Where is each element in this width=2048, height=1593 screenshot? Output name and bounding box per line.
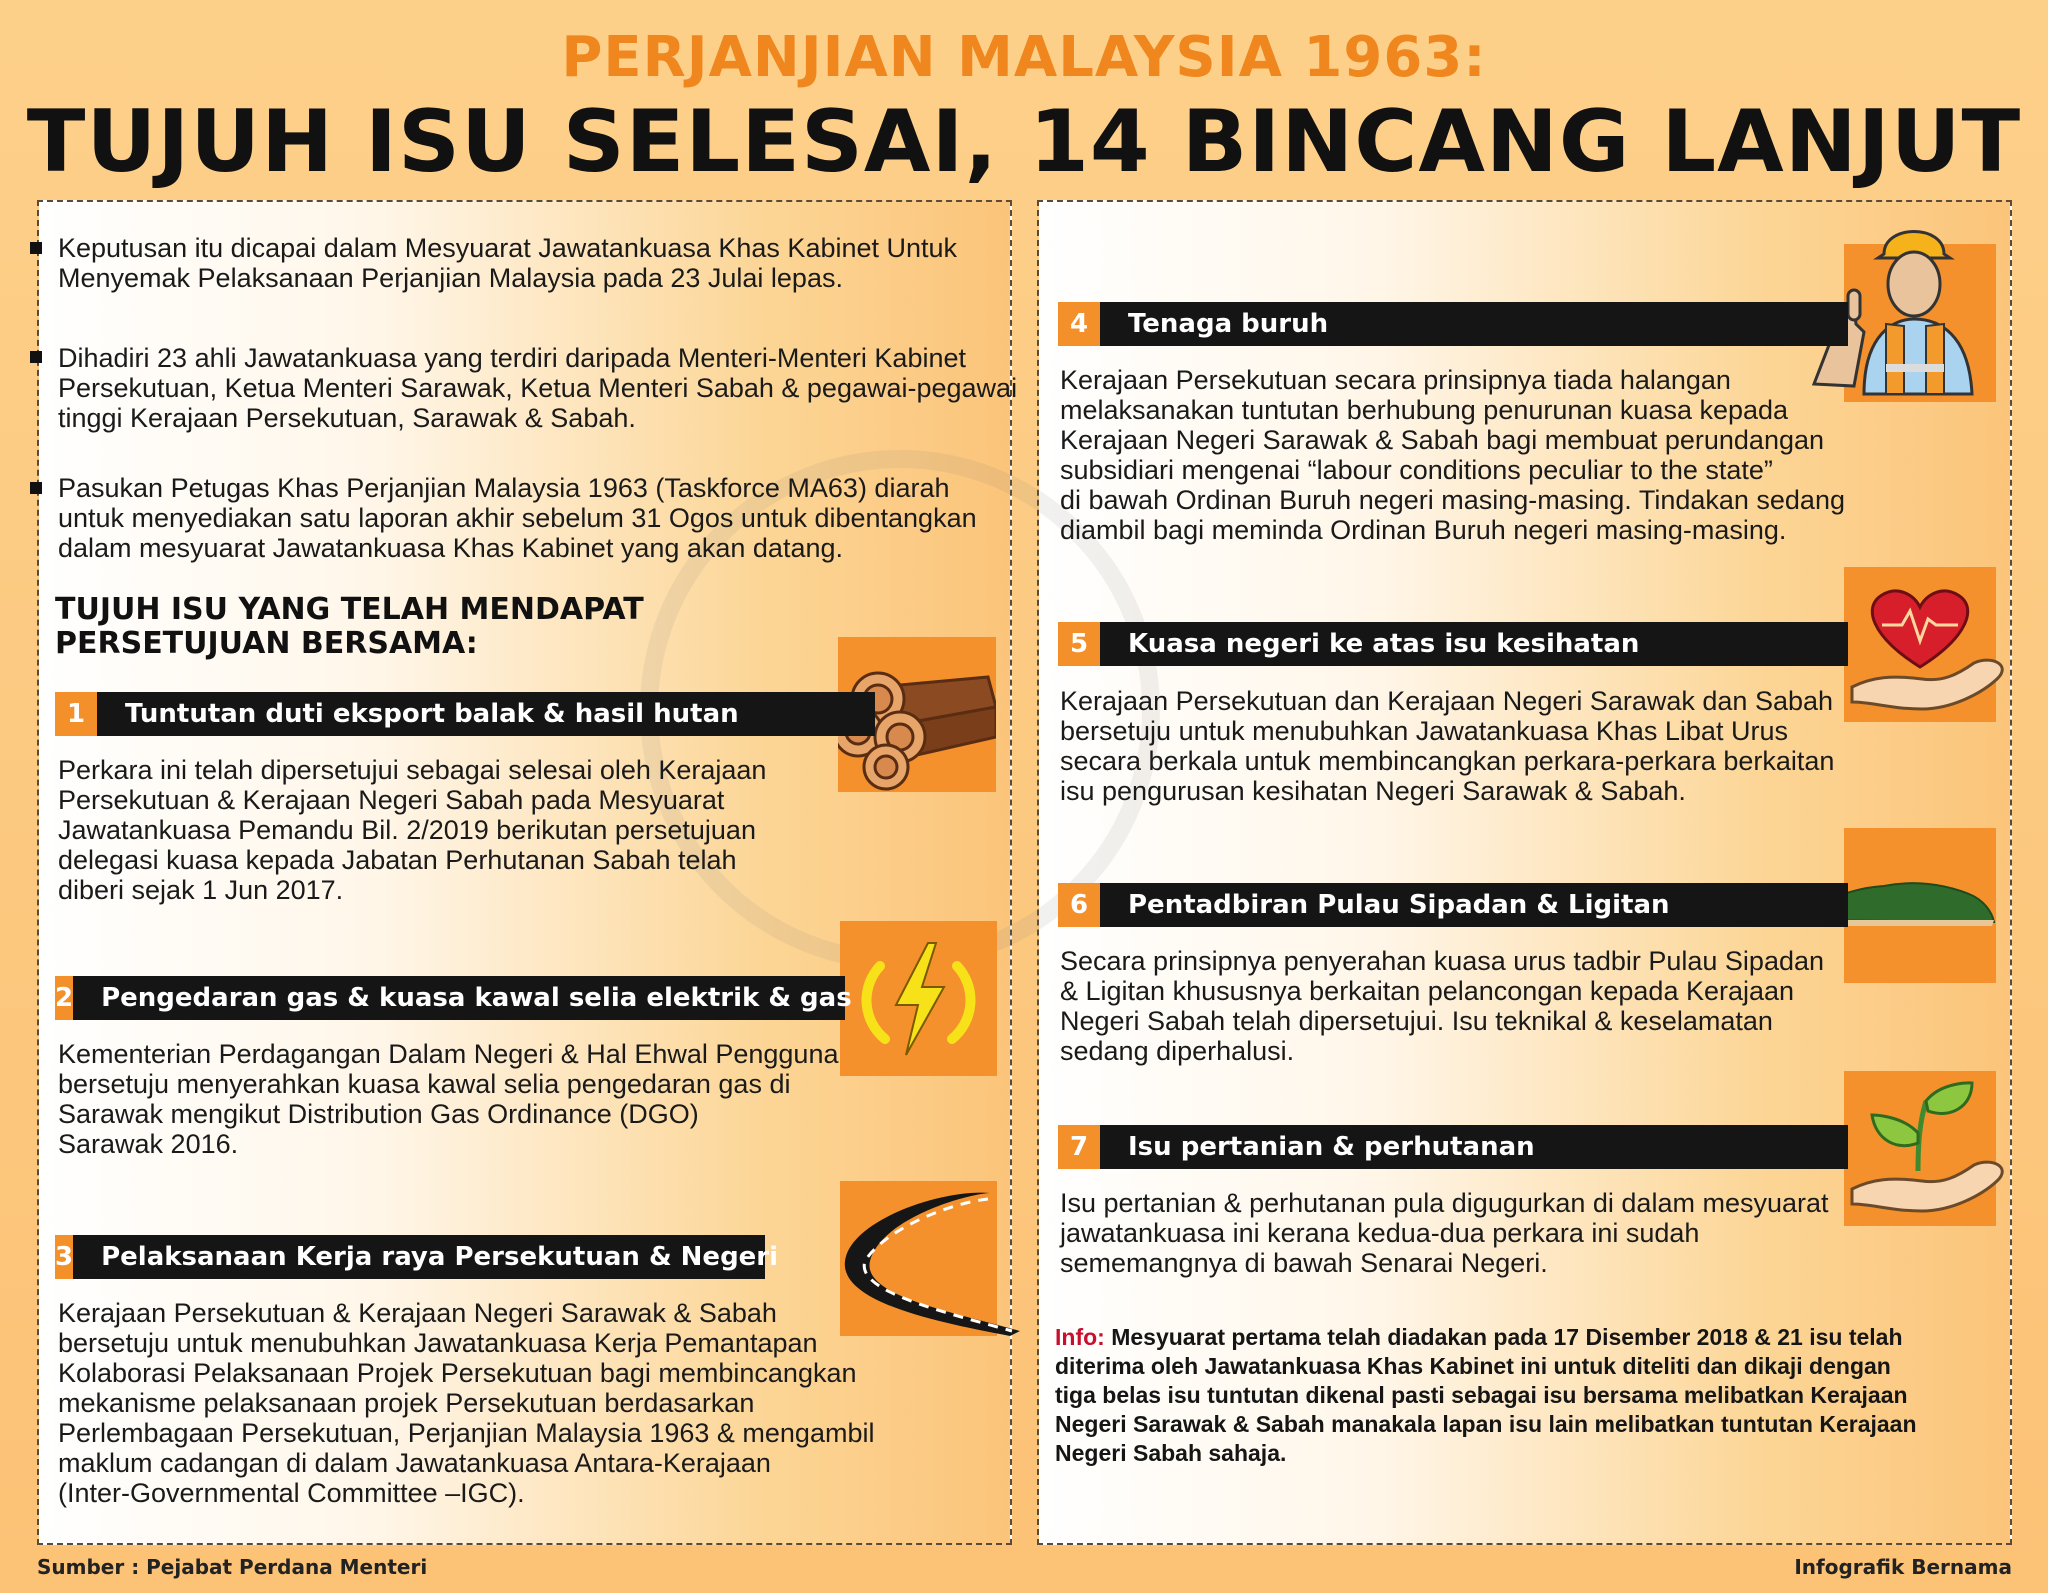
item-3-line: mekanisme pelaksanaan projek Persekutuan berdasarkan xyxy=(58,1388,755,1418)
item-2-line: Kementerian Perdagangan Dalam Negeri & Hal Ehwal Pengguna xyxy=(58,1039,839,1069)
electricity-bolt-icon xyxy=(840,921,997,1076)
bullet-marker xyxy=(30,351,42,363)
item-7-number: 7 xyxy=(1058,1125,1100,1169)
item-5-number: 5 xyxy=(1058,622,1100,666)
header-subtitle: PERJANJIAN MALAYSIA 1963: xyxy=(561,25,1487,90)
item-4-bar xyxy=(1058,302,1848,346)
info-line: Mesyuarat pertama telah diadakan pada 17 Disember 2018 & 21 isu telah xyxy=(1104,1324,1903,1350)
item-4-line: subsidiari mengenai “labour conditions peculiar to the state” xyxy=(1060,455,1773,485)
item-2-bar xyxy=(55,976,852,1020)
header-title: TUJUH ISU SELESAI, 14 BINCANG LANJUT xyxy=(26,92,2022,192)
item-4-text xyxy=(1060,365,1890,545)
item-4-line: melaksanakan tuntutan berhubung penurunan kuasa kepada xyxy=(1060,395,1789,425)
item-5-line: isu pengurusan kesihatan Negeri Sarawak & Sabah. xyxy=(1060,776,1686,806)
intro-bullet-3: Pasukan Petugas Khas Perjanjian Malaysia 1963 (Taskforce MA63) diarah untuk menyediakan satu laporan akhir sebelum 31 Ogos untuk dibentangkan dalam mesyuarat Jawatankuasa Khas Kabinet yang akan datang. xyxy=(58,473,977,563)
item-3-line: Perlembagaan Persekutuan, Perjanjian Malaysia 1963 & mengambil xyxy=(58,1418,875,1448)
item-2-line: bersetuju menyerahkan kuasa kawal selia pengedaran gas di xyxy=(58,1069,791,1099)
item-2-title: Pengedaran gas & kuasa kawal selia elektrik & gas xyxy=(101,983,852,1013)
info-label: Info: xyxy=(1055,1324,1105,1350)
item-1-text xyxy=(58,755,818,905)
bullet-marker xyxy=(30,242,42,254)
item-7-text xyxy=(1060,1188,1890,1278)
item-7-bar xyxy=(1058,1125,1848,1169)
item-7-title: Isu pertanian & perhutanan xyxy=(1128,1132,1535,1162)
item-7-line: jawatankuasa ini kerana kedua-dua perkara ini sudah xyxy=(1060,1218,1700,1248)
item-4-line: di bawah Ordinan Buruh negeri masing-masing. Tindakan sedang xyxy=(1060,485,1845,515)
item-4-line: diambil bagi meminda Ordinan Buruh negeri masing-masing. xyxy=(1060,515,1787,545)
item-4-title: Tenaga buruh xyxy=(1128,309,1329,339)
item-3-text xyxy=(58,1298,958,1508)
item-4-number: 4 xyxy=(1058,302,1100,346)
publisher-credit: Infografik Bernama xyxy=(1794,1555,2012,1579)
info-note xyxy=(1055,1323,1935,1468)
item-6-number: 6 xyxy=(1058,883,1100,927)
section-title-line-1: TUJUH ISU YANG TELAH MENDAPAT xyxy=(55,592,644,627)
item-6-line: Secara prinsipnya penyerahan kuasa urus tadbir Pulau Sipadan xyxy=(1060,946,1825,976)
item-1-line: delegasi kuasa kepada Jabatan Perhutanan Sabah telah xyxy=(58,845,737,875)
item-1-number: 1 xyxy=(55,692,97,736)
item-6-title: Pentadbiran Pulau Sipadan & Ligitan xyxy=(1128,890,1670,920)
item-3-line: bersetuju untuk menubuhkan Jawatankuasa Kerja Pemantapan xyxy=(58,1328,818,1358)
item-3-line: maklum cadangan di dalam Jawatankuasa Antara-Kerajaan xyxy=(58,1448,771,1478)
item-2-number: 2 xyxy=(55,976,73,1020)
bullet-marker xyxy=(30,482,42,494)
item-3-line: Kolaborasi Pelaksanaan Projek Persekutuan bagi membincangkan xyxy=(58,1358,857,1388)
intro-bullet-1: Keputusan itu dicapai dalam Mesyuarat Jawatankuasa Khas Kabinet Untuk Menyemak Pelaksanaan Perjanjian Malaysia pada 23 Julai lepas. xyxy=(58,233,958,293)
item-6-bar xyxy=(1058,883,1848,927)
source-credit: Sumber : Pejabat Perdana Menteri xyxy=(37,1555,428,1579)
item-3-number: 3 xyxy=(55,1235,73,1279)
item-6-line: & Ligitan khususnya berkaitan pelancongan kepada Kerajaan xyxy=(1060,976,1795,1006)
item-5-line: Kerajaan Persekutuan dan Kerajaan Negeri Sarawak dan Sabah xyxy=(1060,686,1834,716)
section-title-line-2: PERSETUJUAN BERSAMA: xyxy=(55,626,478,661)
item-1-line: Jawatankuasa Pemandu Bil. 2/2019 berikutan persetujuan xyxy=(58,815,756,845)
item-3-title: Pelaksanaan Kerja raya Persekutuan & Negeri xyxy=(101,1242,779,1272)
item-2-text xyxy=(58,1039,858,1159)
item-5-text xyxy=(1060,686,1890,806)
item-6-text xyxy=(1060,946,1890,1066)
item-7-line: Isu pertanian & perhutanan pula digugurkan di dalam mesyuarat xyxy=(1060,1188,1829,1218)
item-5-line: bersetuju untuk menubuhkan Jawatankuasa Khas Libat Urus xyxy=(1060,716,1788,746)
item-7-line: sememangnya di bawah Senarai Negeri. xyxy=(1060,1248,1548,1278)
item-2-line: Sarawak mengikut Distribution Gas Ordinance (DGO) xyxy=(58,1099,699,1129)
item-1-bar xyxy=(55,692,875,736)
item-4-line: Kerajaan Persekutuan secara prinsipnya tiada halangan xyxy=(1060,365,1731,395)
item-1-line: diberi sejak 1 Jun 2017. xyxy=(58,875,344,905)
item-5-title: Kuasa negeri ke atas isu kesihatan xyxy=(1128,629,1640,659)
info-line: diterima oleh Jawatankuasa Khas Kabinet ini untuk diteliti dan dikaji dengan xyxy=(1055,1353,1891,1379)
item-3-bar xyxy=(55,1235,779,1279)
item-5-bar xyxy=(1058,622,1848,666)
intro-bullet-2: Dihadiri 23 ahli Jawatankuasa yang terdiri daripada Menteri-Menteri Kabinet Persekutuan, Ketua Menteri Sarawak, Ketua Menteri Sabah & pegawai-pegawai tinggi Kerajaan Persekutuan, Sarawak & Sabah. xyxy=(58,343,1018,433)
item-1-title: Tuntutan duti eksport balak & hasil hutan xyxy=(125,699,739,729)
item-3-line: (Inter-Governmental Committee –IGC). xyxy=(58,1478,525,1508)
item-1-line: Persekutuan & Kerajaan Negeri Sabah pada Mesyuarat xyxy=(58,785,725,815)
info-line: Negeri Sarawak & Sabah manakala lapan isu lain melibatkan tuntutan Kerajaan xyxy=(1055,1411,1917,1437)
section-title xyxy=(55,593,755,661)
item-6-line: Negeri Sabah telah dipersetujui. Isu teknikal & keselamatan xyxy=(1060,1006,1773,1036)
item-6-line: sedang diperhalusi. xyxy=(1060,1036,1295,1066)
info-line: Negeri Sabah sahaja. xyxy=(1055,1440,1287,1466)
item-5-line: secara berkala untuk membincangkan perkara-perkara berkaitan xyxy=(1060,746,1835,776)
item-4-line: Kerajaan Negeri Sarawak & Sabah bagi membuat perundangan xyxy=(1060,425,1825,455)
item-2-line: Sarawak 2016. xyxy=(58,1129,239,1159)
item-1-line: Perkara ini telah dipersetujui sebagai selesai oleh Kerajaan xyxy=(58,755,767,785)
item-3-line: Kerajaan Persekutuan & Kerajaan Negeri Sarawak & Sabah xyxy=(58,1298,777,1328)
info-line: tiga belas isu tuntutan dikenal pasti sebagai isu bersama melibatkan Kerajaan xyxy=(1055,1382,1908,1408)
